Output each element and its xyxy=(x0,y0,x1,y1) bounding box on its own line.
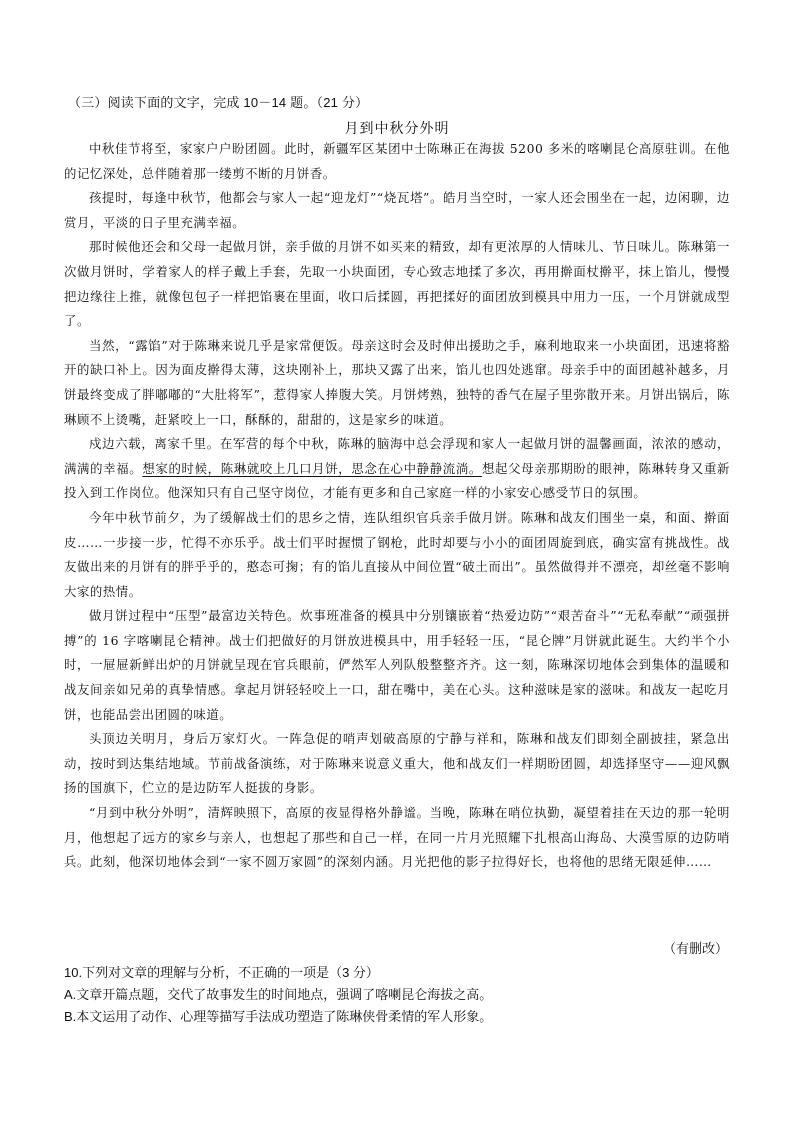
article-body xyxy=(64,137,730,875)
option-a: A.文章开篇点题，交代了故事发生的时间地点，强调了喀喇昆仑海拔之高。 xyxy=(64,987,493,1002)
paragraph: 头顶边关明月，身后万家灯火。一阵急促的哨声划破高原的宁静与祥和，陈琳和战友们即刻全副披挂，紧急出动，按时到达集结地域。节前战备演练，对于陈琳来说意义重大，他和战友们一样期盼团圆，却选择坚守——迎风飘扬的国旗下，伫立的是边防军人挺拔的身影。 xyxy=(64,731,730,796)
paragraph: 做月饼过程中“压型”最富边关特色。炊事班准备的模具中分别镶嵌着“热爱边防”“艰苦奋斗”“无私奉献”“顽强拼搏”的 16 字喀喇昆仑精神。战士们把做好的月饼放进模具中，用手轻轻一压，“昆仑牌”月饼就此诞生。大约半个小时，一屉屉新鲜出炉的月饼就呈现在官兵眼前，俨然军人列队般整整齐齐。这一刻，陈琳深切地体会到集体的温暖和战友间亲如兄弟的真挚情感。拿起月饼轻轻咬上一口，甜在嘴中，美在心头。这种滋味是家的滋味。和战友一起吃月饼，也能品尝出团圆的味道。 xyxy=(64,608,730,722)
paragraph: 今年中秋节前夕，为了缓解战士们的思乡之情，连队组织官兵亲手做月饼。陈琳和战友们围坐一桌，和面、擀面皮……一步接一步，忙得不亦乐乎。战士们平时握惯了钢枪，此时却要与小小的面团周旋到底，确实富有挑战性。战友做出来的月饼有的胖乎乎的，憨态可掬；有的馅儿直接从中间位置“破土而出”。虽然做得并不漂亮，却丝毫不影响大家的热情。 xyxy=(64,509,730,599)
section-heading: （三）阅读下面的文字，完成 10－14 题。（21 分） xyxy=(68,95,369,110)
paragraph: 孩提时，每逢中秋节，他都会与家人一起“迎龙灯”“烧瓦塔”。皓月当空时，一家人还会围坐在一起，边闲聊，边赏月，平淡的日子里充满幸福。 xyxy=(64,190,730,230)
option-b: B.本文运用了动作、心理等描写手法成功塑造了陈琳侠骨柔情的军人形象。 xyxy=(64,1009,493,1024)
paragraph: 当然，“露馅”对于陈琳来说几乎是家常便饭。母亲这时会及时伸出援助之手，麻利地取来一小块面团，迅速将豁开的缺口补上。因为面皮擀得太薄，这块刚补上，那块又露了出来，馅儿也四处逃窜。母亲手中的面团越补越多，月饼最终变成了胖嘟嘟的“大肚将军”，惹得家人捧腹大笑。月饼烤熟，独特的香气在屋子里弥散开来。月饼出锅后，陈琳顾不上烫嘴，赶紧咬上一口，酥酥的，甜甜的，这是家乡的味道。 xyxy=(64,337,730,427)
article-title: 月到中秋分外明 xyxy=(344,120,450,136)
question-block xyxy=(64,962,744,1028)
paragraph-text: 想起父母亲那期盼的眼神，陈琳转身又重新投入到工作岗位。他深知只有自己坚守岗位，才能有更多和自己家庭一样的小家安心感受节日的氛围。 xyxy=(64,460,730,501)
source-note: （有删改） xyxy=(662,941,728,956)
paragraph xyxy=(64,432,730,506)
paragraph: 中秋佳节将至，家家户户盼团圆。此时，新疆军区某团中士陈琳正在海拔 5200 多米的喀喇昆仑高原驻训。在他的记忆深处，总伴随着那一缕剪不断的月饼香。 xyxy=(64,141,730,181)
paragraph: “月到中秋分外明”，清辉映照下，高原的夜显得格外静谧。当晚，陈琳在哨位执勤，凝望着挂在天边的那一轮明月，他想起了远方的家乡与亲人，也想起了那些和自己一样，在同一片月光照耀下扎根高山海岛、大漠雪原的边防哨兵。此刻，他深切地体会到“一家不圆万家圆”的深刻内涵。月光把他的影子拉得好长，也将他的思绪无限延伸…… xyxy=(64,805,730,870)
underlined-sentence: 想家的时候，陈琳就咬上几口月饼，思念在心中静静流淌。 xyxy=(142,460,482,476)
paragraph: 那时候他还会和父母一起做月饼，亲手做的月饼不如买来的精致，却有更浓厚的人情味儿、节日味儿。陈琳第一次做月饼时，学着家人的样子戴上手套，先取一小块面团，专心致志地揉了多次，再用擀面杖擀平，抹上馅儿，慢慢把边缘往上推，就像包包子一样把馅裹在里面，收口后揉圆，再把揉好的面团放到模具中用力一压，一个月饼就成型了。 xyxy=(64,239,730,329)
question-stem: 10.下列对文章的理解与分析，不正确的一项是（3 分） xyxy=(64,965,379,980)
paragraph-text: 戍边六载，离家千里。在军营的每个中秋，陈琳的脑海中总会浮现和家人一起做月饼的温馨画面，浓浓的感动，满满的幸福。 xyxy=(64,436,730,476)
